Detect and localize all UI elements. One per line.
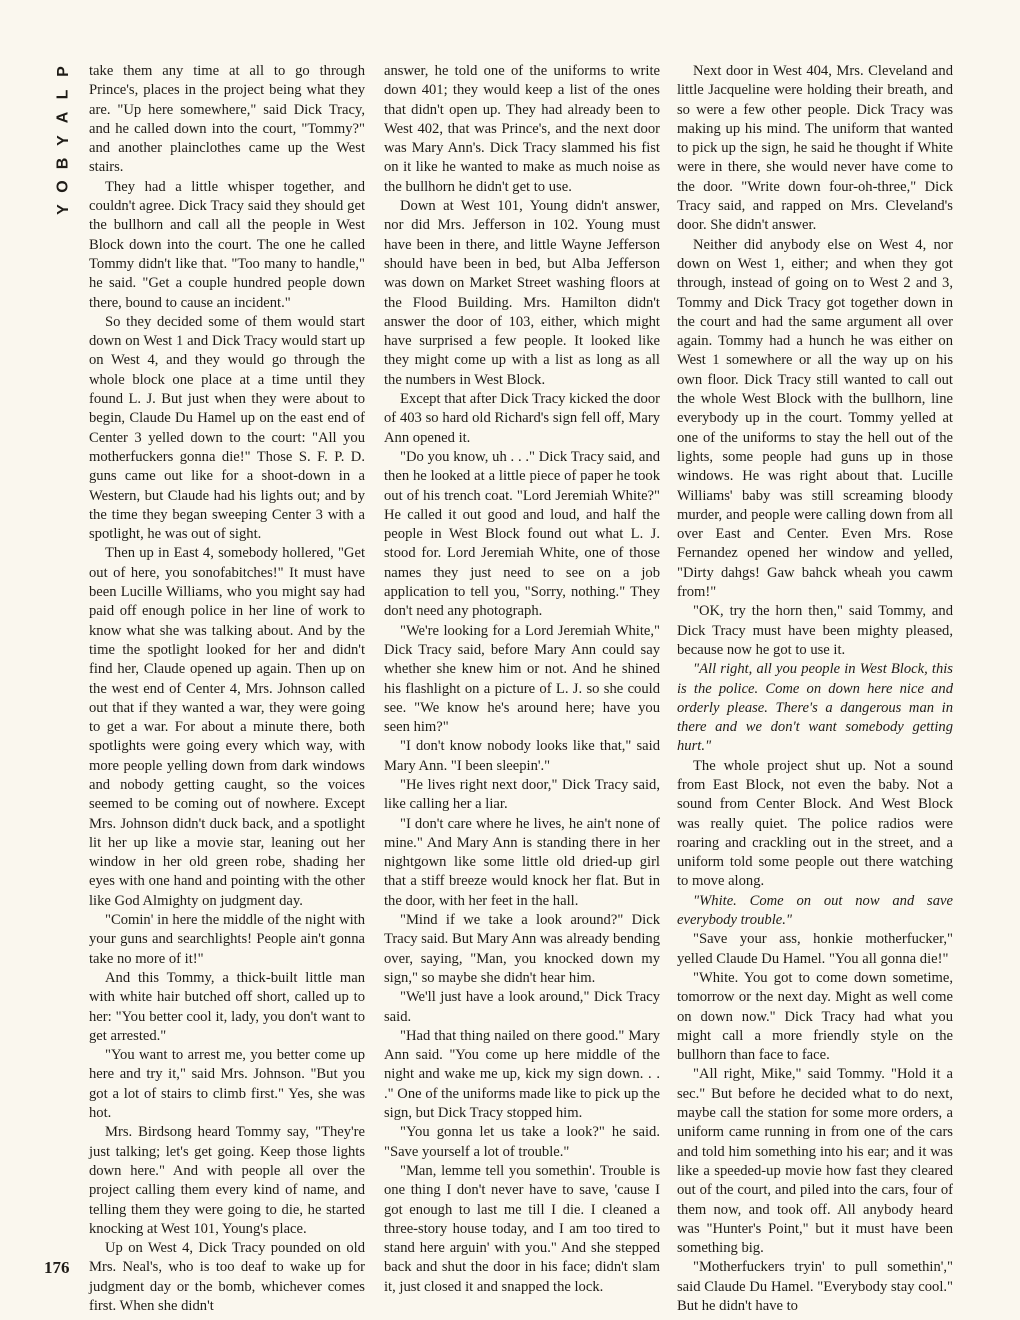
paragraph: Up on West 4, Dick Tracy pounded on old Mrs. Neal's, who is too deaf to wake up for judgment day or the bomb, whichever comes first. When she didn't [89,1240,365,1314]
paragraph: "You gonna let us take a look?" he said. "Save yourself a lot of trouble." [384,1124,660,1160]
masthead-letter: P [54,66,72,77]
paragraph: Mrs. Birdsong heard Tommy say, "They're just talking; let's get going. Keep those lights down here." And with people all over the project calling them every kind of name, and telling them they were going to die, he started knocking at West 101, Young's place. [89,1124,365,1237]
paragraph: "We'll just have a look around," Dick Tracy said. [384,989,660,1025]
masthead-letter: B [54,157,72,170]
paragraph: They had a little whisper together, and couldn't agree. Dick Tracy said they should get the bullhorn and call all the people in West Block down into the court. The one he called Tommy didn't like that. "Too many to handle," he said. "Get a couple hundred people down there, bound to cause an incident." [89,178,365,311]
paragraph: "OK, try the horn then," said Tommy, and Dick Tracy must have been mighty pleased, because now he got to use it. [677,603,953,658]
paragraph: "White. Come on out now and save everybody trouble." [677,892,953,929]
paragraph: Except that after Dick Tracy kicked the door of 403 so hard old Richard's sign fell off, Mary Ann opened it. [384,391,660,446]
paragraph: Next door in West 404, Mrs. Cleveland and little Jacqueline were holding their breath, and so were a few other people. Dick Tracy was making up his mind. The uniform that wanted to pick up the sign, he said he thought if White were in there, she would never have come to the door. "Write down four-oh-three," Dick Tracy said, and rapped on Mrs. Cleveland's door. She didn't answer. [677,63,953,234]
paragraph: And this Tommy, a thick-built little man with white hair butched off short, called up to her: "You better cool it, lady, you don't want to get arrested." [89,969,365,1044]
masthead-letter: A [54,111,72,124]
paragraph: Down at West 101, Young didn't answer, nor did Mrs. Jefferson in 102. Young must have been in there, and little Wayne Jefferson should have been in bed, but Alba Jefferson was down on Market Street washing floors at the Flood Building. Mrs. Hamilton didn't answer the door of 103, either, which might have surprised a few people. It looked like they might come up with a list as long as all the numbers in West Block. [384,198,660,388]
paragraph: "Do you know, uh . . ." Dick Tracy said, and then he looked at a little piece of paper he took out of his trench coat. "Lord Jeremiah White?" He called it out good and loud, and half the people in West Block found out what L. J. stood for. Lord Jeremiah White, one of those names they just need to see on a job application to tell you, "Sorry, nothing." They don't need any photograph. [384,448,660,620]
paragraph: "Mind if we take a look around?" Dick Tracy said. But Mary Ann was already bending over, saying, "Man, you knocked down my sign," so maybe she didn't hear him. [384,912,660,986]
text-column-3 [677,62,953,1314]
paragraph: "We're looking for a Lord Jeremiah White," Dick Tracy said, before Mary Ann could say whether she knew him or not. And he shined his flashlight on a picture of L. J. so she could see. "We know he's around here; have you seen him?" [384,622,660,736]
paragraph: "Had that thing nailed on there good." Mary Ann said. "You come up here middle of the night and wake me up, kick my sign down. . . ." One of the uniforms made like to pick up the sign, but Dick Tracy stopped him. [384,1027,660,1122]
paragraph: "Motherfuckers tryin' to pull somethin'," said Claude Du Hamel. "Everybody stay cool." But he didn't have to [677,1259,953,1314]
paragraph: "White. You got to come down sometime, tomorrow or the next day. Might as well come on down now." Dick Tracy had what you might call a more friendly style on the bullhorn than face to face. [677,969,953,1064]
paragraph: "All right, all you people in West Block, this is the police. Come on down here nice and orderly please. There's a dangerous man in there and we don't want somebody getting hurt." [677,661,953,755]
paragraph: "You want to arrest me, you better come up here and try it," said Mrs. Johnson. "But you got a lot of stairs to climb first." Yes, she was hot. [89,1047,365,1122]
paragraph: "I don't know nobody looks like that," said Mary Ann. "I been sleepin'." [384,738,660,774]
masthead-letter: L [54,89,72,100]
paragraph: Neither did anybody else on West 4, nor down on West 1, either; and when they got through, instead of going on to West 2 and 3, Tommy and Dick Tracy got together down in the court and had the same argument all over again. Tommy had a hunch he was either on West 1 somewhere or all the way up on his own floor. Dick Tracy still wanted to call out the whole West Block with the bullhorn, line everybody up in the court. Tommy yelled at one of the uniforms to stay the hell out of the lights, some people had guns up in those windows. He was right about that. Lucille Williams' baby was still screaming bloody murder, and people were calling down from all over East and Center. Even Mrs. Rose Fernandez opened her window and yelled, "Dirty dahgs! Gaw bahck wheah you cawm from!" [677,236,953,601]
text-column-1 [89,62,365,1314]
paragraph: "I don't care where he lives, he ain't none of mine." And Mary Ann is standing there in her nightgown like some little old dried-up girl that a stiff breeze would knock her flat. But in the door, with her feet in the hall. [384,815,660,909]
paragraph: "Man, lemme tell you somethin'. Trouble is one thing I don't never have to save, 'cause I got enough to last me till I die. I cleaned a three-story house today, and I am too tired to stand here arguin' with you." And she stepped back and shut the door in his face; didn't slam it, just closed it and snapped the lock. [384,1162,660,1295]
paragraph: Then up in East 4, somebody hollered, "Get out of here, you sonofabitches!" It must have been Lucille Williams, who you might say had paid off enough police in her line of work to know what she was talking about. And by the time the spotlight looked for her and didn't find her, Claude opened up again. Then up on the west end of Center 4, Mrs. Johnson called out that if they wanted a war, they were going to get a war. For about a minute there, both spotlights were going every which way, with more people yelling down from dark windows and nobody getting caught, so the voices seemed to be coming out of nowhere. Except Mrs. Johnson didn't duck back, and a spotlight lit her up like a movie star, leaning out her window in her old green robe, shading her eyes with one hand and pointing with the other like God Almighty on judgment day. [89,545,365,909]
paragraph: answer, he told one of the uniforms to write down 401; they would keep a list of the ones that didn't open up. They had already been to West 402, that was Prince's, and the next door was Mary Ann's. Dick Tracy slammed his fist on it like he wanted to make as much noise as the bullhorn he didn't get to use. [384,63,660,195]
paragraph: "Comin' in here the middle of the night with your guns and searchlights! People ain't gonna take no more of it!" [89,912,365,967]
paragraph: "Save your ass, honkie motherfucker," yelled Claude Du Hamel. "You all gonna die!" [677,931,953,967]
paragraph: "All right, Mike," said Tommy. "Hold it a sec." But before he decided what to do next, maybe call the station for some more orders, a uniform came running in from one of the cars and told him something into his ear; and it was like a speeded-up movie how fast they cleared out of the court, and piled into the cars, four of them now, and took off. All anybody heard was "Hunter's Point," but it must have been something big. [677,1066,953,1257]
masthead-letter: O [54,180,72,193]
magazine-masthead [52,60,74,221]
paragraph: "He lives right next door," Dick Tracy said, like calling her a liar. [384,776,660,813]
masthead-letter: Y [54,135,72,146]
masthead-letter: Y [54,204,72,215]
paragraph: take them any time at all to go through Prince's, places in the project being what they are. "Up here somewhere," said Dick Tracy, and he called down into the court, "Tommy?" and another plainclothes came up the West stairs. [89,63,365,176]
paragraph: The whole project shut up. Not a sound from East Block, not even the baby. Not a sound from Center Block. And West Block was really quiet. The police radios were roaring and crackling out in the street, and a uniform told some people out there watching to move along. [677,757,953,890]
text-column-2 [384,62,660,1302]
page-number: 176 [44,1258,70,1277]
paragraph: So they decided some of them would start down on West 1 and Dick Tracy would start up on West 4, and they would go through the whole block one place at a time until they found L. J. But just when they were about to begin, Claude Du Hamel up on the east end of Center 3 yelled down to the court: "All you motherfuckers gonna die!" Those S. F. P. D. guns came out like for a shoot-down in a Western, but Claude had his lights out; and by the time they began sweeping Center 3 with a spotlight, he was out of sight. [89,313,365,543]
